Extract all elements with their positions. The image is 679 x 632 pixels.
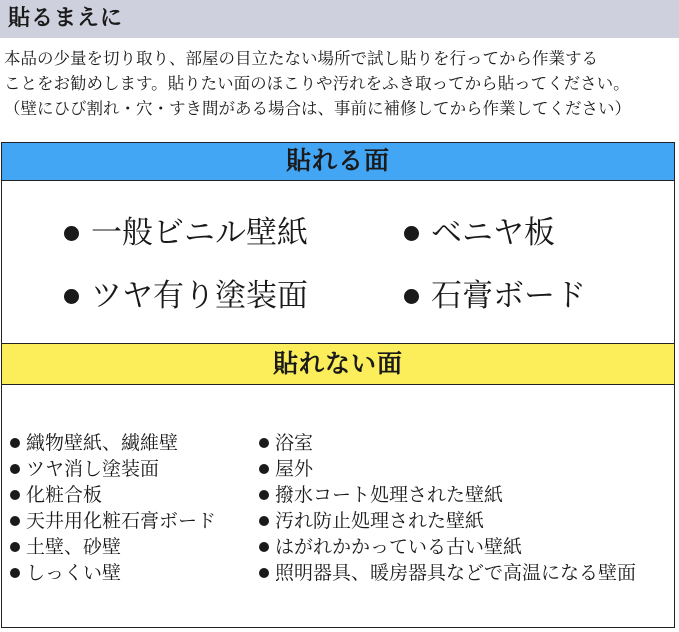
ng-item-label: 照明器具、暖房器具などで高温になる壁面 xyxy=(275,562,637,584)
ng-item xyxy=(259,482,636,508)
ng-item-label: 化粧合板 xyxy=(26,484,103,506)
ng-item xyxy=(10,534,216,560)
ng-item-label: 織物壁紙、繊維壁 xyxy=(26,432,179,454)
ng-item-label: しっくい壁 xyxy=(26,562,122,584)
ng-item-label: 天井用化粧石膏ボード xyxy=(26,510,217,532)
ng-item-label: 浴室 xyxy=(275,432,314,454)
ng-item-label: 土壁、砂壁 xyxy=(26,536,122,558)
ok-item xyxy=(404,276,586,316)
ng-item-label: 撥水コート処理された壁紙 xyxy=(275,484,504,506)
ng-item xyxy=(10,430,216,456)
ok-item xyxy=(404,213,555,253)
bullet-icon xyxy=(259,464,269,474)
ng-item-label: はがれかかっている古い壁紙 xyxy=(275,536,523,558)
intro-text xyxy=(4,46,676,121)
bullet-icon xyxy=(404,226,419,241)
section-title: 貼るまえに xyxy=(8,6,124,31)
bullet-icon xyxy=(259,490,269,500)
ok-item xyxy=(64,213,308,253)
bullet-icon xyxy=(259,542,269,552)
bullet-icon xyxy=(404,289,419,304)
bullet-icon xyxy=(10,568,20,578)
bullet-icon xyxy=(259,516,269,526)
ok-item xyxy=(64,276,308,316)
intro-line: 本品の少量を切り取り、部屋の目立たない場所で試し貼りを行ってから作業する xyxy=(4,49,598,68)
ng-item-label: ツヤ消し塗装面 xyxy=(26,458,160,480)
ng-item xyxy=(10,456,216,482)
bullet-icon xyxy=(10,516,20,526)
intro-line: （壁にひび割れ・穴・すき間がある場合は、事前に補修してから作業してください） xyxy=(4,99,631,118)
ng-item xyxy=(10,560,216,586)
header-bar xyxy=(0,0,679,38)
ng-item xyxy=(259,456,636,482)
surface-panel xyxy=(1,142,675,628)
ok-surfaces-heading: 貼れる面 xyxy=(2,143,674,181)
ng-item xyxy=(259,430,636,456)
ok-item-label: 石膏ボード xyxy=(431,278,586,314)
bullet-icon xyxy=(64,226,79,241)
ng-item xyxy=(10,482,216,508)
bullet-icon xyxy=(259,438,269,448)
ng-list-right xyxy=(259,430,636,586)
ng-item xyxy=(259,560,636,586)
ok-item-label: ベニヤ板 xyxy=(431,215,555,251)
ng-item-label: 汚れ防止処理された壁紙 xyxy=(275,510,485,532)
ng-item xyxy=(10,508,216,534)
bullet-icon xyxy=(10,438,20,448)
bullet-icon xyxy=(10,490,20,500)
bullet-icon xyxy=(259,568,269,578)
ng-item xyxy=(259,508,636,534)
bullet-icon xyxy=(64,289,79,304)
intro-line: ことをお勧めします。貼りたい面のほこりや汚れをふき取ってから貼ってください。 xyxy=(4,74,630,93)
ng-item xyxy=(259,534,636,560)
ng-surfaces-heading: 貼れない面 xyxy=(2,343,674,385)
bullet-icon xyxy=(10,542,20,552)
ok-item-label: ツヤ有り塗装面 xyxy=(91,278,308,314)
ok-item-label: 一般ビニル壁紙 xyxy=(91,215,308,251)
bullet-icon xyxy=(10,464,20,474)
ng-item-label: 屋外 xyxy=(275,458,314,480)
ng-list-left xyxy=(10,430,216,586)
